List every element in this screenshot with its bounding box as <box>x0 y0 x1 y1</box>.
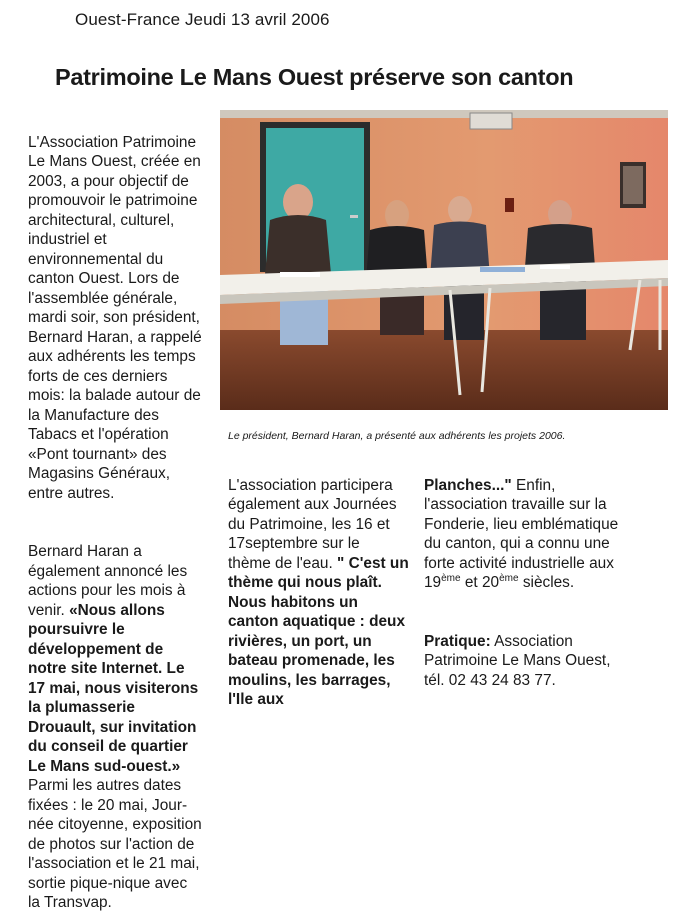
quote-haran: «Nous allons poursuivre le développement de notre site Internet. Le 17 mai, nous visiterons la plumasserie Drouault, sur invitation du conseil de quartier Le Mans sud-ouest.» <box>28 601 199 775</box>
pratique-label: Pratique: <box>424 632 491 650</box>
paragraph-actions: Bernard Haran a également annoncé les actions pour les mois à venir. <box>28 543 188 619</box>
column-2 <box>228 456 418 710</box>
article-photo <box>220 110 668 410</box>
superscript-eme-2: ème <box>499 572 519 584</box>
paragraph-journees: L'association participera également aux Journées du Patrimoine, les 16 et 17septembre sur le thème de l'eau. <box>228 476 397 572</box>
paragraph-fonderie-cont: et 20 <box>460 574 500 591</box>
quote-theme: " C'est un thème qui nous plaît. Nous habitons un canton aquatique : deux rivières, un port, un bateau promenade, les moulins, les barrages, l'Ile aux <box>228 554 409 708</box>
paragraph-intro: L'Association Patrimoine Le Mans Ouest, créée en 2003, a pour objectif de promouvoir le patrimoine architectural, culturel, industriel et environnemental du canton Ouest. Lors de l'assemblée générale, mardi soir, son président, Bernard Haran, a rappelé aux adhérents les temps forts de ces derniers mois: la balade autour de la Manufacture des Tabacs et l'opération «Pont tournant» des Magasins Généraux, entre autres. <box>28 133 202 502</box>
superscript-eme-1: ème <box>441 572 461 584</box>
masthead: Ouest-France Jeudi 13 avril 2006 <box>75 10 330 29</box>
paragraph-fonderie-end: siècles. <box>518 574 575 591</box>
paragraph-fonderie: Enfin, l'association travaille sur la Fonderie, lieu emblématique du canton, qui a connu une forte activité industrielle aux 19 <box>424 476 619 591</box>
column-1 <box>28 113 228 913</box>
photo-caption: Le président, Bernard Haran, a présenté aux adhérents les projets 2006. <box>228 430 566 442</box>
quote-planches: Planches..." <box>424 476 512 494</box>
headline: Patrimoine Le Mans Ouest préserve son canton <box>55 64 574 90</box>
paragraph-dates: Parmi les autres dates fixées : le 20 mai, Jour- née citoyenne, exposition de photos sur l'action de l'association et le 21 mai, sortie pique-nique avec la Transvap. <box>28 777 202 911</box>
pratique-text: Association Patrimoine Le Mans Ouest, tél. 02 43 24 83 77. <box>424 632 611 689</box>
column-3 <box>424 456 674 690</box>
meeting-photo <box>220 110 668 410</box>
